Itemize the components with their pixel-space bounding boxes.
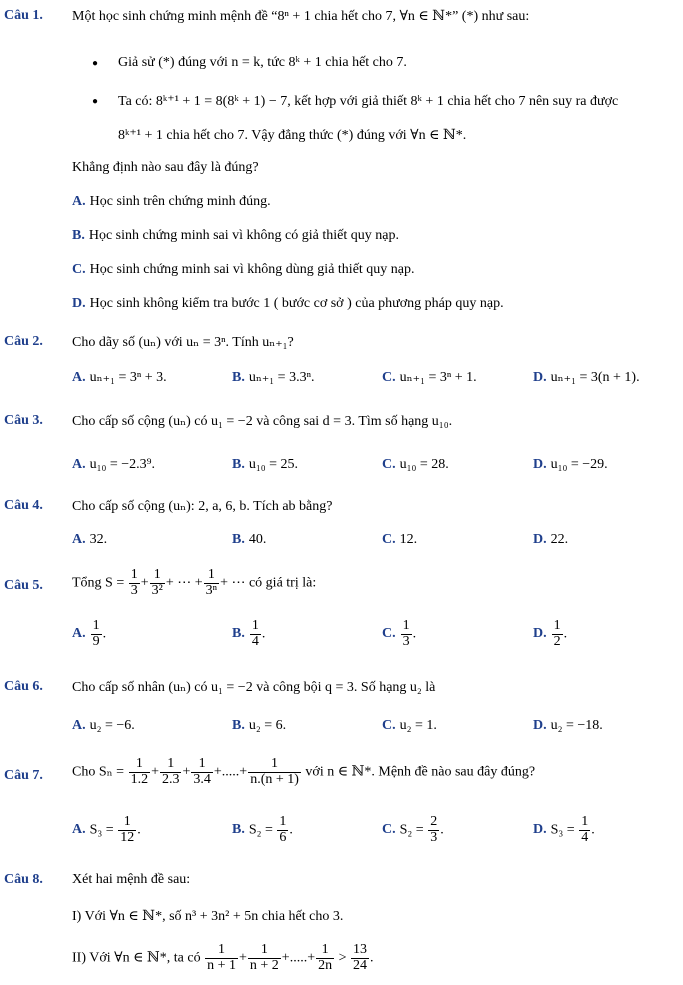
question-stem: Xét hai mệnh đề sau: <box>72 872 191 887</box>
question-stem: Cho cấp số cộng (uₙ): 2, a, 6, b. Tích ab bằng? <box>72 499 333 514</box>
fraction: $\frac{1}{n + 2}$ <box>249 942 279 973</box>
fraction: $\frac{13}{24}$ <box>353 942 367 973</box>
option-a[interactable]: A. Học sinh trên chứng minh đúng. <box>72 194 271 209</box>
question-prompt: Khẳng định nào sau đây là đúng? <box>72 160 259 175</box>
option-d[interactable]: D. S₃ = $\frac{1}{4}$ . <box>533 814 595 845</box>
option-a[interactable]: A. u₂ = −6. <box>72 718 135 733</box>
option-c[interactable]: C. uₙ₊₁ = 3ⁿ + 1. <box>382 370 477 385</box>
question-stem: Cho dãy số (uₙ) với uₙ = 3ⁿ. Tính uₙ₊₁? <box>72 335 294 350</box>
fraction: $\frac{1}{3.4}$ <box>193 756 211 787</box>
option-a[interactable]: A. $\frac{1}{9}$ . <box>72 618 107 649</box>
option-d[interactable]: D. u₂ = −18. <box>533 718 603 733</box>
option-d[interactable]: D. Học sinh không kiểm tra bước 1 ( bước cơ sở ) của phương pháp quy nạp. <box>72 296 504 311</box>
bullet-icon: ● <box>92 96 99 107</box>
option-b[interactable]: B. S₂ = $\frac{1}{6}$ . <box>232 814 293 845</box>
fraction: $\frac{1}{1.2}$ <box>130 756 149 787</box>
question-stem: Cho Sₙ = $\frac{1}{1.2}$ + $\frac{1}{2.3}$ + $\frac{1}{3.4}$ +.....+ $\frac{1}{n.(n + 1)}$ với n ∈ ℕ*. Mệnh đề nào sau đây đúng? <box>72 756 536 787</box>
option-b[interactable]: B. 40. <box>232 532 267 547</box>
option-c[interactable]: C. S₂ = $\frac{2}{3}$ . <box>382 814 444 845</box>
option-c[interactable]: C. u₁₀ = 28. <box>382 457 449 472</box>
option-d[interactable]: D. u₁₀ = −29. <box>533 457 608 472</box>
question-label: Câu 3. <box>4 413 43 428</box>
fraction: $\frac{1}{2n}$ <box>318 942 333 973</box>
option-b[interactable]: B. uₙ₊₁ = 3.3ⁿ. <box>232 370 315 385</box>
fraction: $\frac{1}{3}$ <box>130 567 138 598</box>
question-label: Câu 5. <box>4 578 43 593</box>
option-a[interactable]: A. 32. <box>72 532 108 547</box>
proof-step-2-line-1: Ta có: 8ᵏ⁺¹ + 1 = 8(8ᵏ + 1) − 7, kết hợp với giả thiết 8ᵏ + 1 chia hết cho 7 nên suy ra được <box>118 94 619 109</box>
question-label: Câu 6. <box>4 679 43 694</box>
statement-2: II) Với ∀n ∈ ℕ*, ta có $\frac{1}{n + 1}$ + $\frac{1}{n + 2}$ +.....+ $\frac{1}{2n}$ > $\frac{13}{24}$ . <box>72 942 374 973</box>
statement-1: I) Với ∀n ∈ ℕ*, số n³ + 3n² + 5n chia hết cho 3. <box>72 909 344 924</box>
option-b[interactable]: B. $\frac{1}{4}$ . <box>232 618 266 649</box>
proof-step-2-line-2: 8ᵏ⁺¹ + 1 chia hết cho 7. Vậy đẳng thức (*) đúng với ∀n ∈ ℕ*. <box>118 128 467 143</box>
proof-step-1: Giả sử (*) đúng với n = k, tức 8ᵏ + 1 chia hết cho 7. <box>118 55 407 70</box>
option-c[interactable]: C. $\frac{1}{3}$ . <box>382 618 417 649</box>
question-stem: Một học sinh chứng minh mệnh đề “8ⁿ + 1 chia hết cho 7, ∀n ∈ ℕ*” (*) như sau: <box>72 9 530 24</box>
fraction: $\frac{1}{\text{3²}}$ <box>151 567 163 598</box>
question-label: Câu 7. <box>4 768 43 783</box>
option-a[interactable]: A. u₁₀ = −2.3⁹. <box>72 457 156 472</box>
option-c[interactable]: C. u₂ = 1. <box>382 718 437 733</box>
option-b[interactable]: B. u₂ = 6. <box>232 718 287 733</box>
question-stem: Cho cấp số cộng (uₙ) có u₁ = −2 và công sai d = 3. Tìm số hạng u₁₀. <box>72 414 453 429</box>
question-label: Câu 4. <box>4 498 43 513</box>
fraction: $\frac{1}{2.3}$ <box>161 756 180 787</box>
question-stem: Cho cấp số nhân (uₙ) có u₁ = −2 và công bội q = 3. Số hạng u₂ là <box>72 680 436 695</box>
question-label: Câu 1. <box>4 8 43 23</box>
question-label: Câu 2. <box>4 334 43 349</box>
fraction: $\frac{1}{\text{3ⁿ}}$ <box>205 567 218 598</box>
option-c[interactable]: C. Học sinh chứng minh sai vì không dùng giả thiết quy nạp. <box>72 262 415 277</box>
option-b[interactable]: B. Học sinh chứng minh sai vì không có giả thiết quy nạp. <box>72 228 399 243</box>
question-stem: Tổng S = $\frac{1}{3}$ + $\frac{1}{\text{3²}}$ + ⋯ + $\frac{1}{\text{3ⁿ}}$ + ⋯ có giá trị là: <box>72 567 317 598</box>
option-b[interactable]: B. u₁₀ = 25. <box>232 457 299 472</box>
question-label: Câu 8. <box>4 872 43 887</box>
fraction: $\frac{1}{n + 1}$ <box>207 942 236 973</box>
option-d[interactable]: D. uₙ₊₁ = 3(n + 1). <box>533 370 640 385</box>
option-d[interactable]: D. $\frac{1}{2}$ . <box>533 618 568 649</box>
option-a[interactable]: A. S₃ = $\frac{1}{12}$ . <box>72 814 141 845</box>
option-a[interactable]: A. uₙ₊₁ = 3ⁿ + 3. <box>72 370 167 385</box>
option-d[interactable]: D. 22. <box>533 532 569 547</box>
bullet-icon: ● <box>92 58 99 69</box>
option-c[interactable]: C. 12. <box>382 532 418 547</box>
fraction: $\frac{1}{n.(n + 1)}$ <box>250 756 299 787</box>
